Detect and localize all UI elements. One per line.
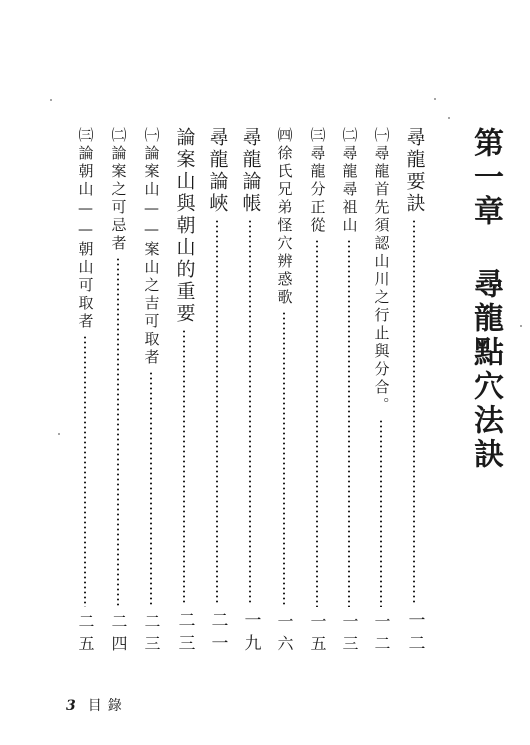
entry-page-number: 二五	[76, 613, 95, 657]
leader-dots	[84, 335, 86, 607]
scan-speck	[520, 325, 522, 327]
entry-page-number: 一二	[404, 611, 425, 657]
scan-speck	[434, 98, 436, 100]
entry-page-number: 一五	[308, 613, 327, 657]
leader-dots	[150, 371, 152, 607]
scan-speck	[50, 99, 52, 101]
entry-text: ㈠尋龍首先須認山川之行止與分合。	[372, 127, 391, 415]
leader-dots	[117, 257, 119, 607]
leader-dots	[380, 419, 382, 607]
entry-text: 尋龍論帳	[239, 127, 262, 215]
entry-text: ㈣徐氏兄弟怪穴辨惑歌	[275, 127, 294, 307]
leader-dots	[249, 219, 251, 605]
toc-entry[interactable]	[304, 127, 330, 657]
leader-dots	[283, 311, 285, 607]
leader-dots	[413, 219, 415, 605]
entry-text: 論案山與朝山的重要	[173, 127, 196, 325]
leader-dots	[216, 219, 218, 605]
toc-entry[interactable]	[72, 127, 98, 657]
toc-entry[interactable]	[271, 127, 297, 657]
entry-text: ㈠論案山——案山之吉可取者	[142, 127, 161, 367]
leader-dots	[316, 239, 318, 607]
entry-page-number: 二一	[207, 611, 228, 657]
entry-page-number: 二三	[174, 611, 195, 657]
entry-page-number: 一九	[240, 611, 261, 657]
page-footer	[66, 695, 128, 715]
chapter-title: 第一章 尋龍點穴法訣	[468, 127, 503, 472]
footer-section-label: 目錄	[87, 698, 128, 714]
entry-page-number: 二三	[142, 613, 161, 657]
entry-page-number: 二四	[109, 613, 128, 657]
scan-speck	[58, 433, 60, 435]
entry-text: 尋龍論峽	[206, 127, 229, 215]
toc-entry[interactable]	[138, 127, 164, 657]
toc-entry[interactable]	[105, 127, 131, 657]
scan-speck	[448, 117, 450, 119]
toc-entry[interactable]	[336, 127, 362, 657]
entry-page-number: 一二	[372, 613, 391, 657]
leader-dots	[348, 239, 350, 607]
toc-entry[interactable]	[401, 127, 427, 657]
toc-entry[interactable]	[204, 127, 230, 657]
entry-text: ㈡尋龍尋祖山	[340, 127, 359, 235]
toc-entry[interactable]	[237, 127, 263, 657]
entry-page-number: 一三	[340, 613, 359, 657]
leader-dots	[183, 329, 185, 605]
entry-page-number: 一六	[275, 613, 294, 657]
entry-text: ㈢尋龍分正從	[308, 127, 327, 235]
toc-entry[interactable]	[171, 127, 197, 657]
entry-text: 尋龍要訣	[403, 127, 426, 215]
footer-page-number: 3	[66, 698, 82, 714]
toc-entry[interactable]	[368, 127, 394, 657]
entry-text: ㈢論朝山——朝山可取者	[76, 127, 95, 331]
entry-text: ㈡論案之可忌者	[109, 127, 128, 253]
